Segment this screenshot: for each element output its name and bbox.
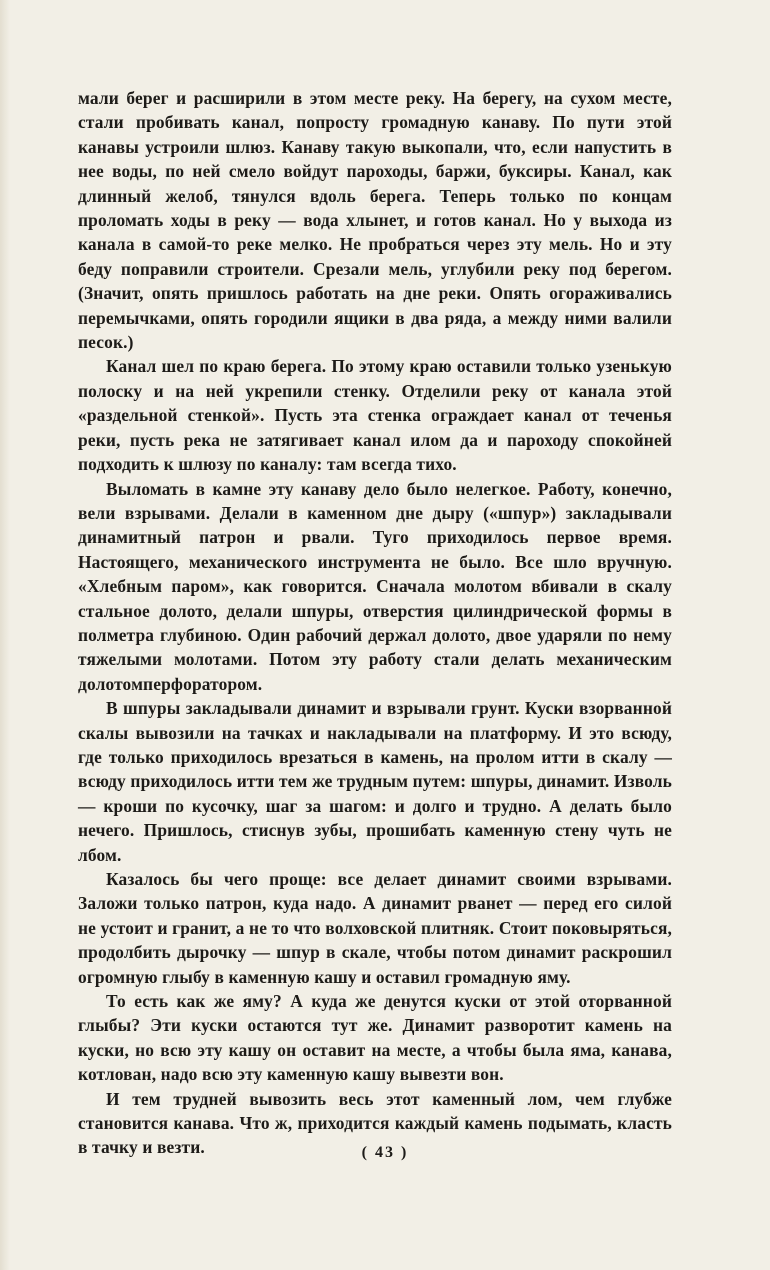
paragraph-7: И тем трудней вывозить весь этот каменный лом, чем глубже становится канава. Что ж, приходится каждый камень подымать, класть в тачку и везти. — [78, 1088, 672, 1158]
page-binding-edge — [0, 0, 10, 1270]
paragraph-1: мали берег и расширили в этом месте реку. На берегу, на сухом месте, стали пробивать канал, попросту громадную канаву. По пути этой канавы устроили шлюз. Канаву такую выкопали, что, если напустить в нее воды, по ней смело войдут пароходы, баржи, буксиры. Канал, как длинный желоб, тянулся вдоль берега. Теперь только по концам проломать ходы в реку — вода хлынет, и готов канал. Но у выхода из канала в самой-то реке мелко. Не пробраться через эту мель. Но и эту беду поправили строители. Срезали мель, углубили реку под берегом. (Значит, опять пришлось работать на дне реки. Опять огораживались перемычками, опять городили ящики в два ряда, а между ними валили песок.) — [78, 88, 672, 353]
paragraph-6: То есть как же яму? А куда же денутся куски от этой оторванной глыбы? Эти куски остаются тут же. Динамит разворотит камень на куски, но всю эту кашу он оставит на месте, а чтобы была яма, канава, котлован, надо всю эту каменную кашу вывезти вон. — [78, 991, 672, 1085]
body-text — [78, 86, 672, 1160]
paragraph-3: Выломать в камне эту канаву дело было нелегкое. Работу, конечно, вели взрывами. Делали в каменном дне дыру («шпур») закладывали динамитный патрон и рвали. Туго приходилось первое время. Настоящего, механического инструмента не было. Все шло вручную. «Хлебным паром», как говорится. Сначала молотом вбивали в скалу стальное долото, делали шпуры, отверстия цилиндрической формы в полметра глубиною. Один рабочий держал долото, двое ударяли по нему тяжелыми молотами. Потом эту работу стали делать механическим долотомперфоратором. — [78, 478, 672, 694]
paragraph-5: Казалось бы чего проще: все делает динамит своими взрывами. Заложи только патрон, куда надо. А динамит рванет — перед его силой не устоит и гранит, а не то что волховской плитняк. Стоит поковыряться, продолбить дырочку — шпур в скале, чтобы потом динамит раскрошил огромную глыбу в каменную кашу и оставил громадную яму. — [78, 869, 672, 987]
paragraph-2: Канал шел по краю берега. По этому краю оставили только узенькую полоску и на ней укрепили стенку. Отделили реку от канала этой «раздельной стенкой». Пусть эта стенка ограждает канал от теченья реки, пусть река не затягивает канал илом да и пароходу спокойней подходить к шлюзу по каналу: там всегда тихо. — [78, 356, 672, 475]
page-number: ( 43 ) — [361, 1144, 409, 1161]
paragraph-4: В шпуры закладывали динамит и взрывали грунт. Куски взорванной скалы вывозили на тачках и накладывали на платформу. И это всюду, где только приходилось врезаться в камень, на пролом итти в скалу — всюду приходилось итти тем же трудным путем: шпуры, динамит. Изволь — кроши по кусочку, шаг за шагом: и долго и трудно. А делать было нечего. Пришлось, стиснув зубы, прошибать каменную стену чуть не лбом. — [78, 698, 672, 865]
